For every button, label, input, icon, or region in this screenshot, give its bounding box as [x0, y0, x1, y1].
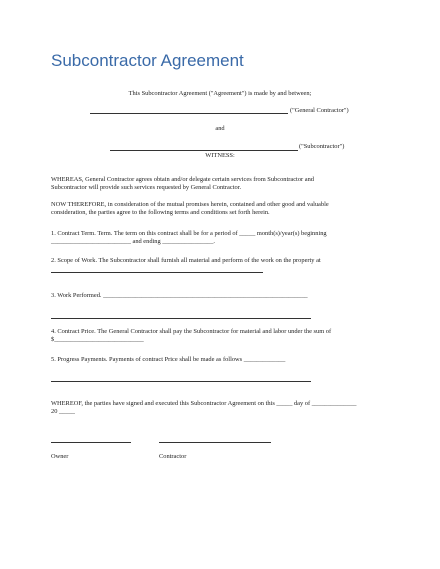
contract-term-line-2: _________________________ and ending ________________. — [51, 238, 216, 245]
whereof-line-2: 20 _____ — [51, 408, 75, 415]
witness-heading: WITNESS: — [205, 152, 235, 159]
subcontractor-label: ("Subcontractor") — [299, 143, 345, 150]
general-contractor-label: ("General Contractor") — [290, 107, 349, 114]
work-performed-blank — [51, 318, 311, 319]
whereas-line-2: Subcontractor will provide such services requested by General Contractor. — [51, 184, 242, 191]
general-contractor-blank — [90, 113, 288, 114]
progress-payments-blank — [51, 381, 311, 382]
contractor-signature-line — [159, 442, 271, 443]
whereas-line-1: WHEREAS, General Contractor agrees obtain and/or delegate certain services from Subcontractor and — [51, 176, 314, 183]
page-title: Subcontractor Agreement — [51, 51, 244, 70]
contract-price-line-2: $____________________________ — [51, 336, 144, 343]
owner-signature-line — [51, 442, 131, 443]
now-therefore-line-2: consideration, the parties agree to the following terms and conditions set forth herein. — [51, 209, 270, 216]
contract-term-line-1: 1. Contract Term. Term. The term on this contract shall be for a period of _____ month(s)/year(s) beginning — [51, 230, 327, 237]
work-performed: 3. Work Performed. ________________________________________________________________ — [51, 292, 308, 299]
owner-label: Owner — [51, 453, 69, 460]
and-text: and — [215, 125, 225, 132]
contract-price-line-1: 4. Contract Price. The General Contractor shall pay the Subcontractor for material and labor under the sum of — [51, 328, 332, 335]
contractor-label: Contractor — [159, 453, 187, 460]
scope-of-work: 2. Scope of Work. The Subcontractor shall furnish all material and perform of the work on the property at — [51, 257, 321, 264]
intro-text: This Subcontractor Agreement ("Agreement") is made by and between; — [128, 90, 312, 97]
whereof-line-1: WHEREOF, the parties have signed and executed this Subcontractor Agreement on this _____ day of ______________ — [51, 400, 357, 407]
now-therefore-line-1: NOW THEREFORE, in consideration of the mutual promises herein, contained and other good and valuable — [51, 201, 329, 208]
subcontractor-blank — [110, 150, 298, 151]
scope-blank — [51, 272, 263, 273]
progress-payments: 5. Progress Payments. Payments of contract Price shall be made as follows _____________ — [51, 356, 286, 363]
